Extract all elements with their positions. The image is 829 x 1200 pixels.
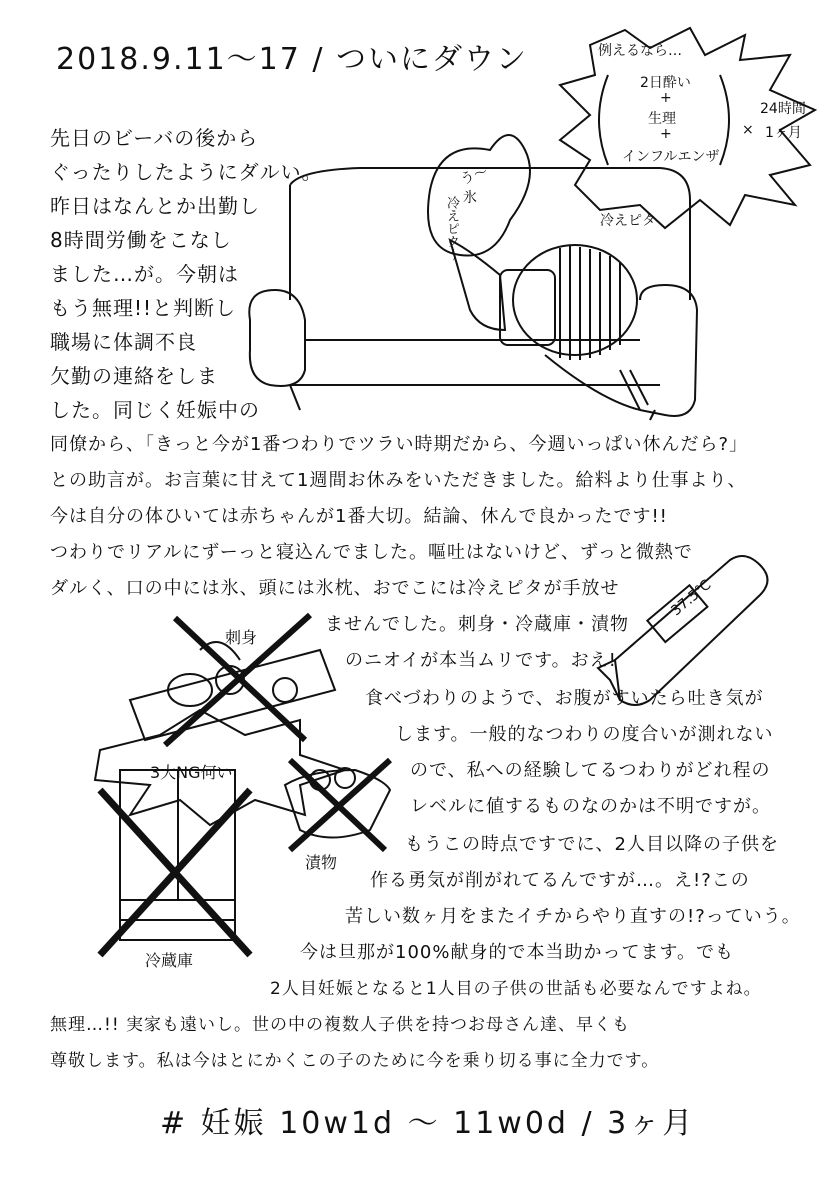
body-line: 昨日はなんとか出勤し [50,194,260,218]
fridge-drawing [100,770,250,955]
footer-hashtag: # 妊娠 10w1d 〜 11w0d / 3ヶ月 [160,1106,696,1141]
body-line: ダルく、口の中には氷、頭には氷枕、おでこには冷えピタが手放せ [50,578,620,599]
ng-label: 3大NG何い [150,763,233,782]
body-line: 苦しい数ヶ月をまたイチからやり直すの!?っていう。 [345,906,801,927]
body-line: 今は自分の体ひいては赤ちゃんが1番大切。結論、休んで良かったです!! [50,506,668,527]
body-line: 尊敬します。私は今はとにかくこの子のために今を乗り切る事に全力です。 [50,1051,660,1071]
body-line: 職場に体調不良 [50,330,197,354]
hiyapita-label: 冷えピタ [600,213,656,229]
body-line: 欠勤の連絡をしま [50,364,218,388]
body-line: との助言が。お言葉に甘えて1週間お休みをいただきました。給料より仕事より、 [50,470,747,491]
body-line: 2人目妊娠となると1人目の子供の世話も必要なんですよね。 [270,979,762,999]
thermometer-label: 37.5℃ [668,576,715,620]
body-line: ませんでした。刺身・冷蔵庫・漬物 [325,614,629,635]
bubble-item-hangover: 2日酔い [640,75,691,91]
speech-u: う〜 [458,163,491,189]
paren-left [599,75,608,165]
body-line: 今は旦那が100%献身的で本当助かってます。でも [300,942,735,963]
tsukemono-label: 漬物 [305,853,338,872]
bubble-duration-hours: 24時間 [760,101,806,117]
bubble-duration-month: 1ヶ月 [765,125,802,141]
speech-ice: 氷 [463,190,477,206]
body-line: ので、私への経験してるつわりがどれ程の [410,760,771,781]
body-line: した。同じく妊娠中の [50,398,260,422]
body-line: つわりでリアルにずーっと寝込んでました。嘔吐はないけど、ずっと微熱で [50,542,693,563]
body-line: します。一般的なつわりの度合いが測れない [395,724,774,745]
bubble-mult: × [742,122,754,138]
body-line: ました…が。今朝は [50,262,239,286]
body-line: 先日のビーバの後から [50,126,259,150]
body-line: レベルに値するものなのかは不明ですが。 [410,796,771,817]
body-line: のニオイが本当ムリです。おえ! [345,650,617,671]
body-line: 同僚から、「きっと今が1番つわりでツラい時期だから、今週いっぱい休んだら?」 [50,434,749,455]
body-line: 無理…!! 実家も遠いし。世の中の複数人子供を持つお母さん達、早くも [50,1015,631,1035]
paren-right [720,75,729,165]
body-line: 食べづわりのようで、お腹がすいたら吐き気が [365,688,764,709]
sashimi-label: 刺身 [225,628,258,647]
body-line: もう無理!!と判断し [50,296,237,320]
bubble-item-flu: インフルエンザ [622,149,720,165]
bubble-plus-2: + [660,126,672,142]
body-line: 8時間労働をこなし [50,228,232,252]
fridge-label: 冷蔵庫 [145,951,194,970]
body-line: 作る勇気が削がれてるんですが…。え!?この [370,870,750,891]
bubble-intro: 例えるなら… [598,43,682,59]
body-line: ぐったりしたようにダルい。 [50,160,323,184]
bubble-plus-1: + [660,90,672,106]
bubble-item-period: 生理 [648,111,676,127]
page-title: 2018.9.11〜17 / ついにダウン [56,42,529,77]
speech-hiyapita: 冷えピタ〜 [444,196,459,261]
body-line: もうこの時点ですでに、2人目以降の子供を [405,834,779,855]
